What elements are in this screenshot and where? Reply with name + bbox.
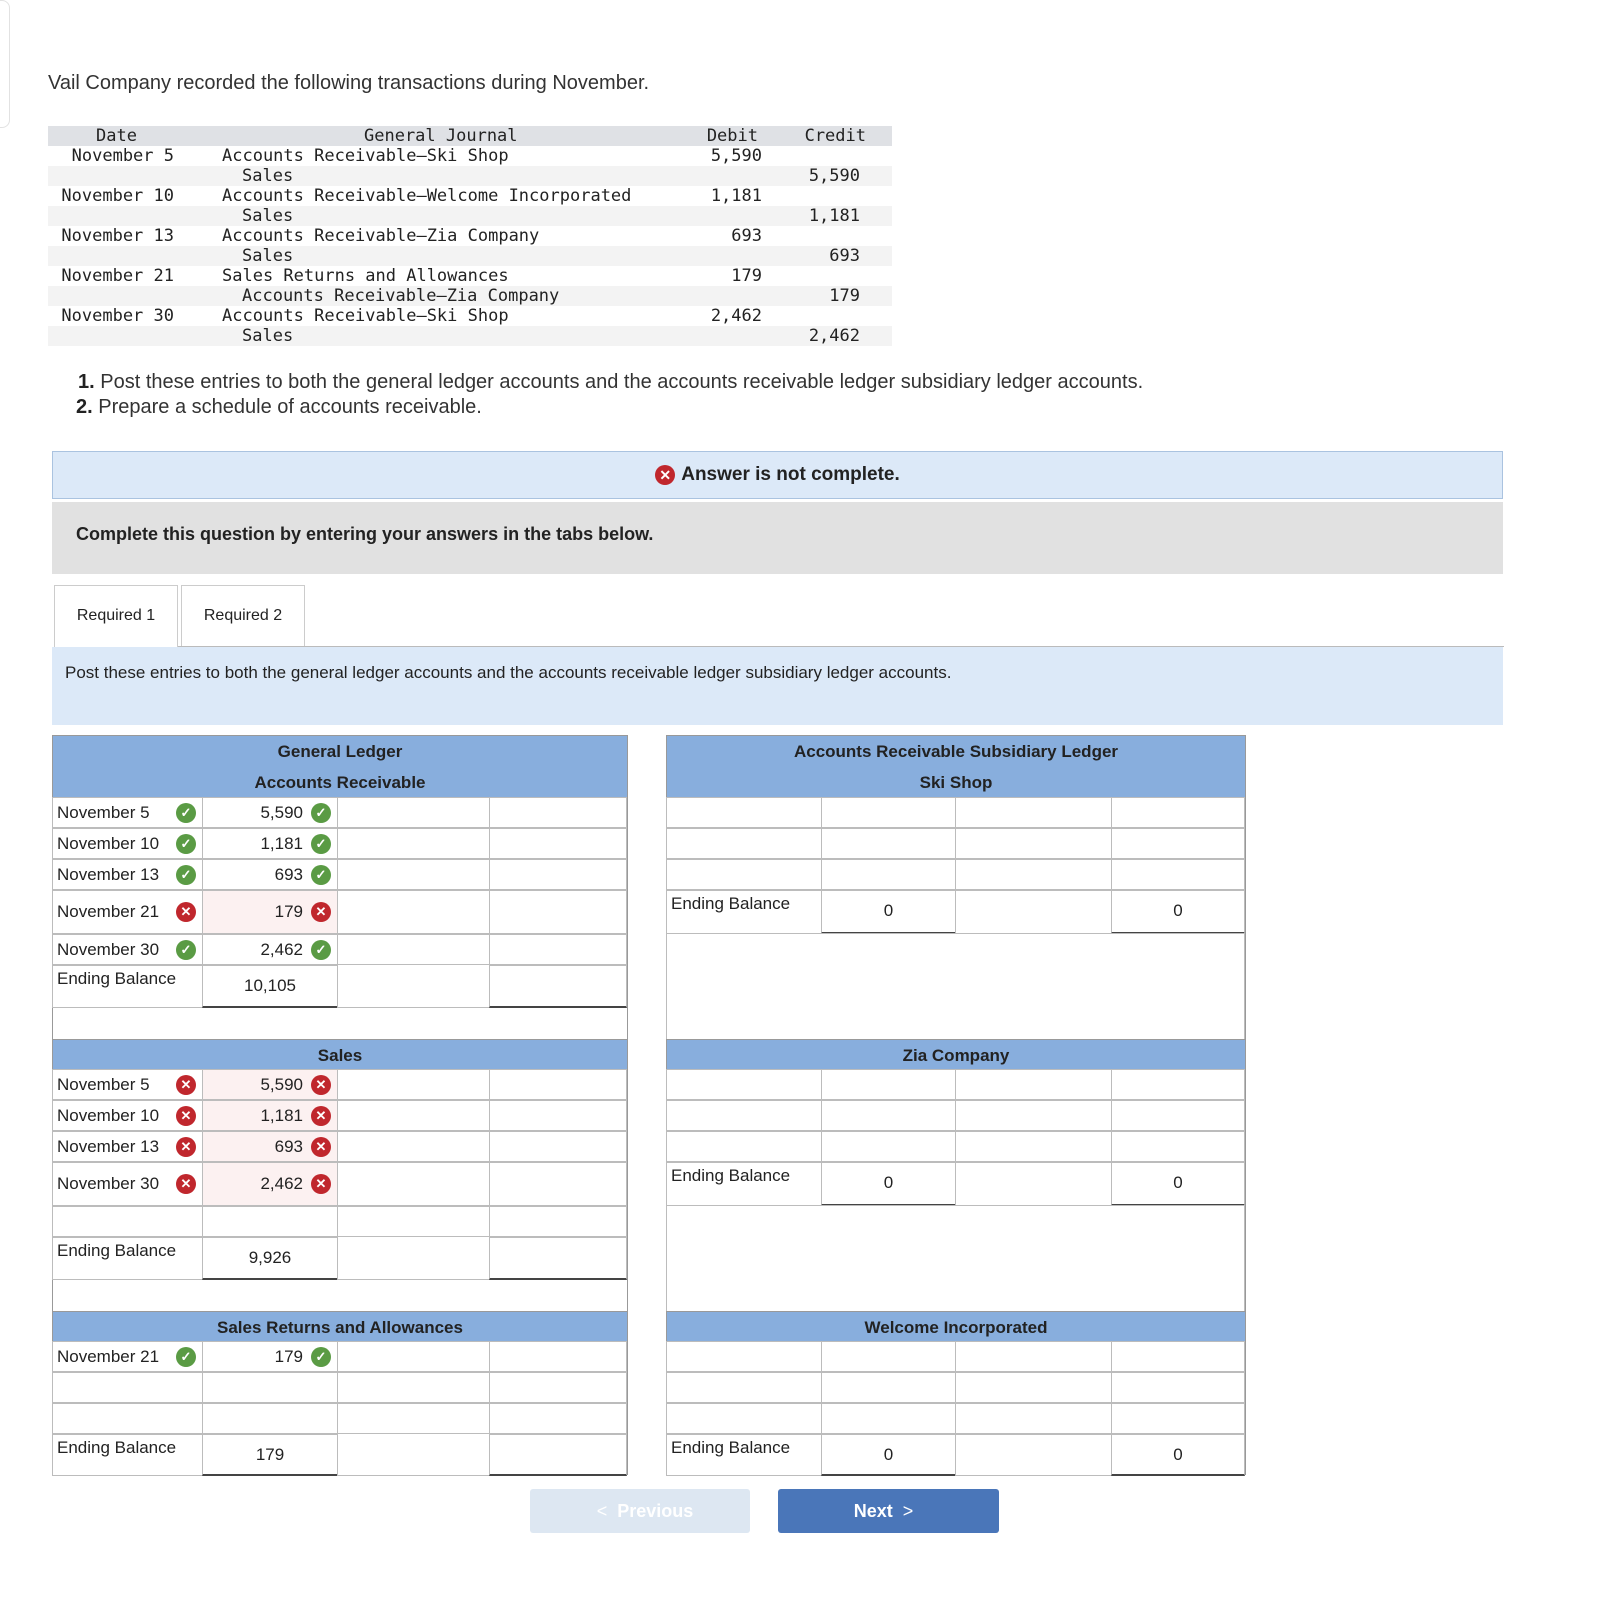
sales-debit-cell[interactable] (202, 1162, 338, 1206)
journal-row (48, 166, 892, 186)
instruction-number: 2. (76, 396, 93, 418)
sales-amount-text: 693 (274, 1137, 303, 1156)
sales-date-text: November 5 (57, 1075, 150, 1094)
ar-date-text: November 21 (57, 902, 160, 921)
journal-account: Accounts Receivable—Zia Company (242, 286, 560, 306)
sales-ending-label: Ending Balance (52, 1237, 203, 1280)
cross-icon: ✕ (311, 1137, 331, 1157)
journal-debit: 179 (731, 266, 762, 286)
sra-col3-cell[interactable] (337, 1341, 490, 1372)
journal-credit: 179 (829, 286, 860, 306)
journal-row (48, 206, 892, 226)
required-instruction-panel (52, 647, 1503, 725)
journal-date: November 5 (71, 146, 174, 166)
ar-date-cell[interactable] (52, 797, 203, 828)
zia-ending-debit: 0 (821, 1162, 956, 1206)
journal-credit: 693 (829, 246, 860, 266)
check-icon: ✓ (311, 834, 331, 854)
sales-date-cell[interactable] (52, 1069, 203, 1100)
sra-col3-cell[interactable] (337, 1372, 490, 1403)
journal-header-account: General Journal (364, 126, 518, 146)
sra-date-cell[interactable] (52, 1341, 203, 1372)
check-icon: ✓ (311, 803, 331, 823)
chevron-right-icon: > (902, 1501, 914, 1521)
sra-date-cell[interactable] (52, 1372, 203, 1403)
complete-question-panel (52, 502, 1503, 574)
ar-col3-cell[interactable] (337, 934, 490, 965)
sales-date-cell[interactable] (52, 1162, 203, 1206)
journal-account: Sales (242, 326, 294, 346)
check-icon: ✓ (176, 940, 196, 960)
welcome-col3-cell[interactable] (955, 1403, 1112, 1434)
side-card-edge (0, 0, 10, 128)
check-icon: ✓ (311, 1347, 331, 1367)
cross-icon: ✕ (176, 1106, 196, 1126)
journal-credit: 2,462 (808, 326, 860, 346)
ski-date-cell[interactable] (666, 828, 822, 859)
zia-debit-cell[interactable] (821, 1069, 956, 1100)
sra-credit-cell[interactable] (489, 1341, 627, 1372)
ar-date-cell[interactable] (52, 828, 203, 859)
zia-debit-cell[interactable] (821, 1131, 956, 1162)
journal-account: Sales (242, 206, 294, 226)
journal-debit: 1,181 (710, 186, 762, 206)
ar-debit-cell[interactable] (202, 859, 338, 890)
ar-ending-credit[interactable] (489, 965, 627, 1008)
ar-credit-cell[interactable] (489, 890, 627, 934)
sales-ending-gap (337, 1237, 490, 1280)
sales-ending-credit[interactable] (489, 1237, 627, 1280)
chevron-left-icon: < (596, 1501, 608, 1521)
ar-amount-text: 1,181 (260, 834, 303, 853)
journal-row (48, 186, 892, 206)
journal-account: Sales (242, 166, 294, 186)
journal-header-debit: Debit (706, 126, 758, 146)
zia-credit-cell[interactable] (1111, 1131, 1245, 1162)
journal-date: November 13 (61, 226, 174, 246)
cross-icon: ✕ (311, 902, 331, 922)
sales-col3-cell[interactable] (337, 1206, 490, 1237)
cross-icon: ✕ (311, 1106, 331, 1126)
sra-credit-cell[interactable] (489, 1403, 627, 1434)
sales-returns-title: Sales Returns and Allowances (53, 1311, 627, 1342)
sales-amount-text: 2,462 (260, 1174, 303, 1193)
sales-col3-cell[interactable] (337, 1100, 490, 1131)
zia-debit-cell[interactable] (821, 1100, 956, 1131)
next-label: Next (853, 1501, 893, 1521)
ar-subsidiary-title: Accounts Receivable Subsidiary Ledger (667, 736, 1245, 767)
general-ledger-title: General Ledger (53, 736, 627, 767)
journal-date: November 30 (61, 306, 174, 326)
sra-amount-text: 179 (274, 1347, 303, 1366)
check-icon: ✓ (311, 940, 331, 960)
journal-credit: 1,181 (808, 206, 860, 226)
sales-title: Sales (53, 1039, 627, 1070)
check-icon: ✓ (176, 1347, 196, 1367)
welcome-date-cell[interactable] (666, 1403, 822, 1434)
check-icon: ✓ (176, 803, 196, 823)
ski-date-cell[interactable] (666, 859, 822, 890)
sales-date-text: November 13 (57, 1137, 160, 1156)
instruction-2 (76, 395, 1143, 420)
zia-ending-credit: 0 (1111, 1162, 1245, 1206)
ski-ending-debit: 0 (821, 890, 956, 934)
journal-account: Accounts Receivable—Welcome Incorporated (222, 186, 632, 206)
sales-date-cell[interactable] (52, 1100, 203, 1131)
welcome-ending-label: Ending Balance (666, 1434, 822, 1476)
journal-header-credit: Credit (804, 126, 866, 146)
ski-debit-cell[interactable] (821, 828, 956, 859)
instruction-text: Prepare a schedule of accounts receivable. (98, 396, 482, 418)
check-icon: ✓ (176, 834, 196, 854)
welcome-debit-cell[interactable] (821, 1341, 956, 1372)
journal-header-date: Date (96, 126, 137, 146)
accounts-receivable-title: Accounts Receivable (53, 767, 627, 798)
ar-amount-text: 693 (274, 865, 303, 884)
zia-date-cell[interactable] (666, 1069, 822, 1100)
sales-debit-cell[interactable] (202, 1069, 338, 1100)
ski-col3-cell[interactable] (955, 797, 1112, 828)
ar-date-cell[interactable] (52, 890, 203, 934)
journal-account: Accounts Receivable—Zia Company (222, 226, 540, 246)
ski-credit-cell[interactable] (1111, 828, 1245, 859)
sra-debit-cell[interactable] (202, 1341, 338, 1372)
ar-date-text: November 30 (57, 940, 160, 959)
cross-icon: ✕ (311, 1075, 331, 1095)
ar-credit-cell[interactable] (489, 828, 627, 859)
journal-credit: 5,590 (808, 166, 860, 186)
zia-credit-cell[interactable] (1111, 1069, 1245, 1100)
sales-col3-cell[interactable] (337, 1162, 490, 1206)
sales-amount-text: 5,590 (260, 1075, 303, 1094)
next-button[interactable] (778, 1489, 999, 1533)
sales-debit-cell[interactable] (202, 1100, 338, 1131)
journal-row (48, 266, 892, 286)
instruction-number: 1. (78, 371, 95, 393)
sales-col3-cell[interactable] (337, 1069, 490, 1100)
ar-date-text: November 5 (57, 803, 150, 822)
welcome-col3-cell[interactable] (955, 1372, 1112, 1403)
journal-row (48, 146, 892, 166)
welcome-credit-cell[interactable] (1111, 1341, 1245, 1372)
ar-debit-cell[interactable] (202, 934, 338, 965)
journal-row (48, 226, 892, 246)
welcome-col3-cell[interactable] (955, 1341, 1112, 1372)
complete-question-text: Complete this question by entering your answers in the tabs below. (76, 524, 654, 544)
journal-debit: 5,590 (710, 146, 762, 166)
ski-debit-cell[interactable] (821, 859, 956, 890)
sra-debit-cell[interactable] (202, 1403, 338, 1434)
journal-row (48, 246, 892, 266)
ar-col3-cell[interactable] (337, 797, 490, 828)
ar-ending-gap (337, 965, 490, 1008)
journal-account: Sales Returns and Allowances (222, 266, 509, 286)
cross-icon: ✕ (176, 1174, 196, 1194)
instructions (78, 370, 1143, 420)
journal-header-row (48, 126, 892, 146)
ski-blank-area (666, 933, 1245, 1039)
zia-ending-label: Ending Balance (666, 1162, 822, 1206)
welcome-date-cell[interactable] (666, 1372, 822, 1403)
zia-date-cell[interactable] (666, 1100, 822, 1131)
journal-date: November 10 (61, 186, 174, 206)
ar-col3-cell[interactable] (337, 859, 490, 890)
cross-icon: ✕ (176, 1075, 196, 1095)
ski-credit-cell[interactable] (1111, 797, 1245, 828)
ar-date-cell[interactable] (52, 934, 203, 965)
sales-credit-cell[interactable] (489, 1206, 627, 1237)
ar-debit-cell[interactable] (202, 890, 338, 934)
ar-amount-text: 179 (274, 902, 303, 921)
zia-company-title: Zia Company (667, 1039, 1245, 1070)
ski-date-cell[interactable] (666, 797, 822, 828)
journal-row (48, 326, 892, 346)
sales-credit-cell[interactable] (489, 1131, 627, 1162)
zia-col3-cell[interactable] (955, 1131, 1112, 1162)
sra-ending-label: Ending Balance (52, 1434, 203, 1476)
welcome-inc-title: Welcome Incorporated (667, 1311, 1245, 1342)
ar-date-text: November 13 (57, 865, 160, 884)
journal-account: Accounts Receivable—Ski Shop (222, 146, 509, 166)
instruction-text: Post these entries to both the general ledger accounts and the accounts receivable ledger subsidiary ledger accounts. (100, 371, 1144, 393)
status-text: Answer is not complete. (681, 464, 900, 485)
ar-col3-cell[interactable] (337, 890, 490, 934)
sra-ending-credit[interactable] (489, 1434, 627, 1476)
ar-ending-debit: 10,105 (202, 965, 338, 1008)
journal-debit: 2,462 (710, 306, 762, 326)
ar-date-text: November 10 (57, 834, 160, 853)
welcome-ending-gap (955, 1434, 1112, 1476)
ar-col3-cell[interactable] (337, 828, 490, 859)
welcome-date-cell[interactable] (666, 1341, 822, 1372)
welcome-ending-debit: 0 (821, 1434, 956, 1476)
previous-label: Previous (617, 1501, 694, 1521)
ski-col3-cell[interactable] (955, 828, 1112, 859)
cross-icon: ✕ (311, 1174, 331, 1194)
sales-credit-cell[interactable] (489, 1069, 627, 1100)
zia-credit-cell[interactable] (1111, 1100, 1245, 1131)
check-icon: ✓ (311, 865, 331, 885)
sales-date-cell[interactable] (52, 1206, 203, 1237)
welcome-ending-credit: 0 (1111, 1434, 1245, 1476)
cross-icon: ✕ (176, 1137, 196, 1157)
journal-date: November 21 (61, 266, 174, 286)
ski-ending-credit: 0 (1111, 890, 1245, 934)
sales-amount-text: 1,181 (260, 1106, 303, 1125)
journal-debit: 693 (731, 226, 762, 246)
zia-blank-area (666, 1205, 1245, 1311)
answer-status-bar (52, 451, 1503, 499)
sra-date-text: November 21 (57, 1347, 160, 1366)
zia-date-cell[interactable] (666, 1131, 822, 1162)
sra-debit-cell[interactable] (202, 1372, 338, 1403)
sales-date-text: November 30 (57, 1174, 160, 1193)
required-instruction-text: Post these entries to both the general ledger accounts and the accounts receivable ledger subsidiary ledger accounts. (65, 663, 952, 682)
sales-credit-cell[interactable] (489, 1100, 627, 1131)
ar-credit-cell[interactable] (489, 859, 627, 890)
tab-required-2[interactable]: Required 2 (181, 585, 305, 647)
ar-debit-cell[interactable] (202, 828, 338, 859)
welcome-credit-cell[interactable] (1111, 1372, 1245, 1403)
sales-ending-debit: 9,926 (202, 1237, 338, 1280)
intro-text: Vail Company recorded the following transactions during November. (48, 72, 650, 94)
journal-row (48, 306, 892, 326)
zia-col3-cell[interactable] (955, 1069, 1112, 1100)
sra-ending-debit: 179 (202, 1434, 338, 1476)
ski-ending-gap (955, 890, 1112, 934)
welcome-credit-cell[interactable] (1111, 1403, 1245, 1434)
ar-credit-cell[interactable] (489, 797, 627, 828)
ar-credit-cell[interactable] (489, 934, 627, 965)
ar-debit-cell[interactable] (202, 797, 338, 828)
sra-ending-gap (337, 1434, 490, 1476)
ski-col3-cell[interactable] (955, 859, 1112, 890)
zia-ending-gap (955, 1162, 1112, 1206)
ar-subsidiary-ledger (666, 735, 1246, 1475)
ar-amount-text: 2,462 (260, 940, 303, 959)
journal-account: Accounts Receivable—Ski Shop (222, 306, 509, 326)
general-ledger (52, 735, 628, 1475)
ar-ending-label: Ending Balance (52, 965, 203, 1008)
sra-col3-cell[interactable] (337, 1403, 490, 1434)
ski-credit-cell[interactable] (1111, 859, 1245, 890)
ar-amount-text: 5,590 (260, 803, 303, 822)
welcome-debit-cell[interactable] (821, 1403, 956, 1434)
journal-row (48, 286, 892, 306)
general-journal-table (48, 126, 892, 346)
sra-credit-cell[interactable] (489, 1372, 627, 1403)
check-icon: ✓ (176, 865, 196, 885)
instruction-1 (78, 370, 1143, 395)
sales-debit-cell[interactable] (202, 1206, 338, 1237)
cross-icon: ✕ (176, 902, 196, 922)
sra-date-cell[interactable] (52, 1403, 203, 1434)
sales-col3-cell[interactable] (337, 1131, 490, 1162)
ski-shop-title: Ski Shop (667, 767, 1245, 798)
ski-debit-cell[interactable] (821, 797, 956, 828)
sales-credit-cell[interactable] (489, 1162, 627, 1206)
previous-button[interactable] (530, 1489, 750, 1533)
zia-col3-cell[interactable] (955, 1100, 1112, 1131)
ar-date-cell[interactable] (52, 859, 203, 890)
journal-account: Sales (242, 246, 294, 266)
sales-date-text: November 10 (57, 1106, 160, 1125)
tab-required-1[interactable]: Required 1 (54, 585, 178, 647)
sales-debit-cell[interactable] (202, 1131, 338, 1162)
sales-date-cell[interactable] (52, 1131, 203, 1162)
welcome-debit-cell[interactable] (821, 1372, 956, 1403)
error-icon: ✕ (655, 465, 675, 485)
ski-ending-label: Ending Balance (666, 890, 822, 934)
